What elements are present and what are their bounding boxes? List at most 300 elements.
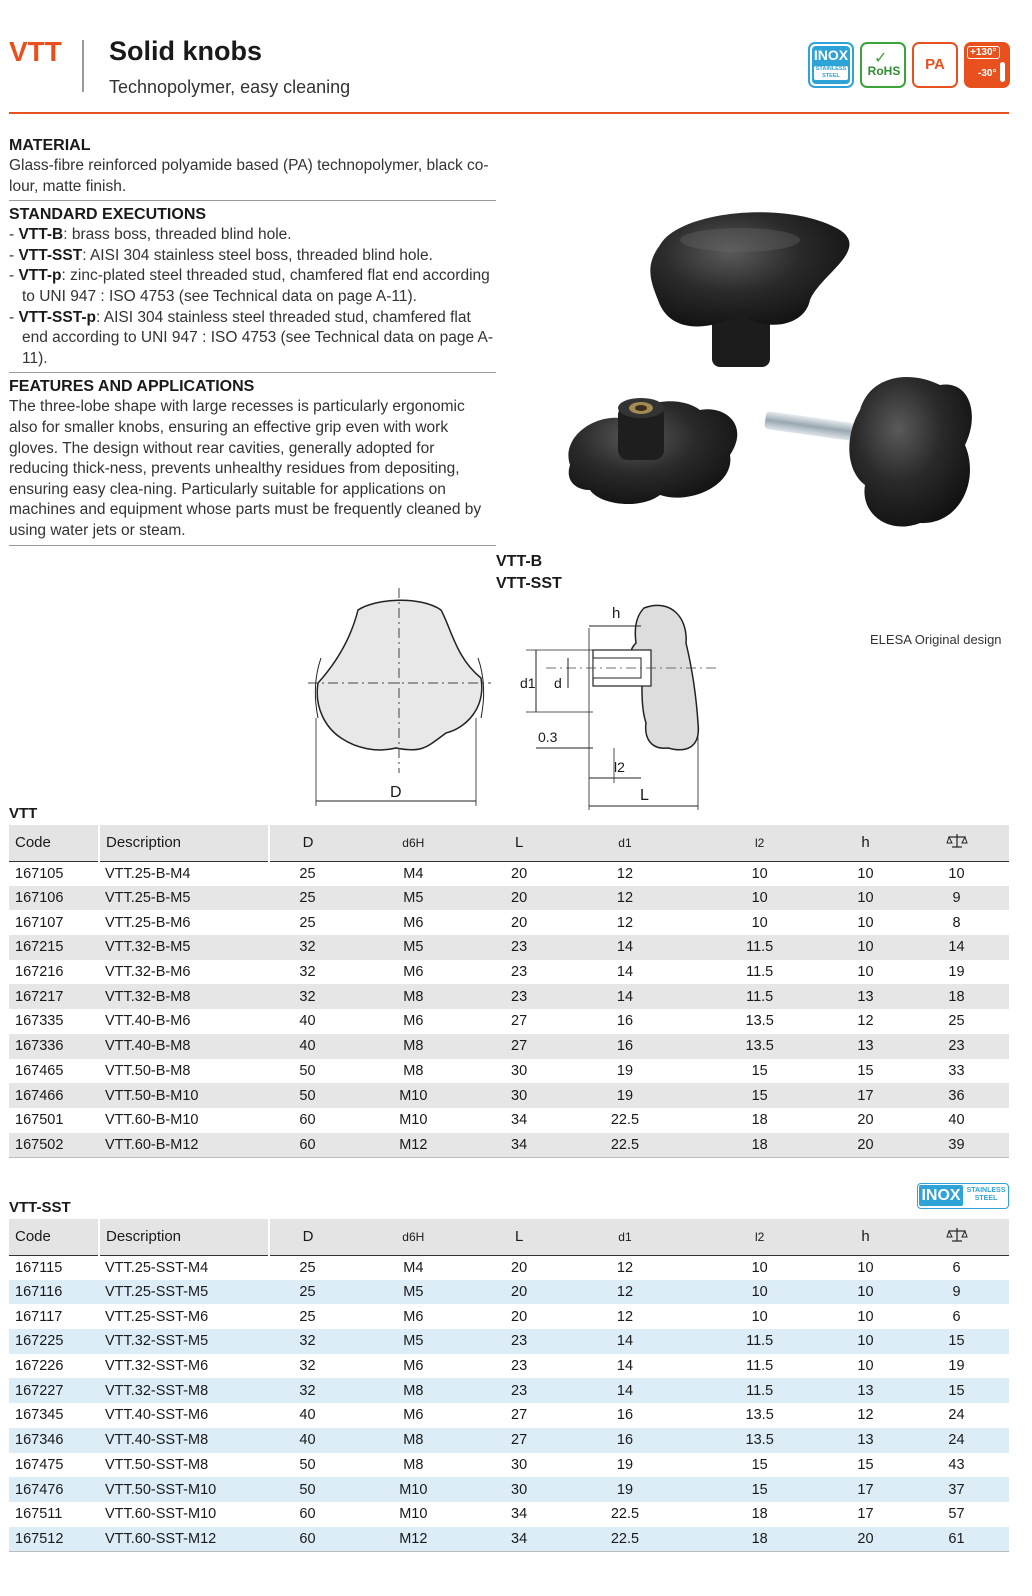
inox-badge-small [917,1183,1009,1209]
table-cell: VTT.25-B-M5 [99,886,269,911]
table-cell: 40 [299,1013,316,1030]
table-cell: M5 [346,935,481,960]
table-cell: 12 [616,865,634,882]
table-cell: 13 [827,984,904,1009]
table-cell: 167336 [9,1034,99,1059]
rohs-badge-label: RoHS [867,64,901,78]
table-cell: 167105 [15,865,64,882]
vtt-table [9,825,1009,1158]
table-cell: M6 [403,1013,424,1030]
table-cell: VTT.32-SST-M5 [99,1329,269,1354]
table-cell: 34 [481,1133,558,1158]
table-cell: 39 [904,1133,1009,1158]
table-row [9,1527,1009,1552]
table-cell: M8 [346,1378,481,1403]
table-cell: 14 [558,1378,693,1403]
table-cell: 167465 [15,1062,64,1079]
table-cell: 167107 [15,914,64,931]
table-cell: 167225 [9,1329,99,1354]
table-cell: 33 [948,1062,965,1079]
table-cell: 11.5 [692,1378,827,1403]
page-subtitle: Technopolymer, easy cleaning [109,77,351,97]
table-cell: 30 [481,1083,558,1108]
col-L: L [481,825,558,861]
col-weight [904,825,1009,861]
table-cell: 10 [857,914,874,931]
table-cell: 60 [269,1527,346,1552]
table-cell: M10 [399,1506,428,1523]
front-view [308,588,491,806]
table-cell: VTT.25-SST-M6 [105,1308,209,1325]
table-cell: VTT.60-B-M12 [99,1133,269,1158]
col-description: Description [99,825,269,861]
temp-low-label: -30° [978,68,997,79]
table-cell: 167345 [15,1407,64,1424]
col-L: L [481,1219,558,1255]
table-cell: 60 [299,1112,316,1129]
sst-table [9,1219,1009,1552]
table-cell: 167476 [9,1477,99,1502]
table-cell: 60 [269,1133,346,1158]
table-row [9,1403,1009,1428]
knob-top-view [650,212,849,367]
table-cell: VTT.32-SST-M8 [99,1378,269,1403]
table-cell: 14 [558,935,693,960]
table-cell: M8 [346,1428,481,1453]
table-cell: 11.5 [692,935,827,960]
table-cell: 14 [904,935,1009,960]
table-cell: 32 [269,1329,346,1354]
table-cell: 10 [751,914,768,931]
table-cell: 19 [948,964,965,981]
table-cell: 16 [558,1034,693,1059]
table-cell: M5 [346,1280,481,1305]
table-cell: 50 [269,1083,346,1108]
col-code: Code [9,1219,99,1255]
table-cell: VTT.25-B-M6 [105,914,191,931]
table-cell: 23 [904,1034,1009,1059]
table-header-row [9,1219,1009,1255]
table-cell: VTT.60-SST-M12 [99,1527,269,1552]
table-row [9,1428,1009,1453]
inox-badge [808,42,854,88]
table-cell: 27 [481,1034,558,1059]
table-cell: 167335 [15,1013,64,1030]
table-cell: 25 [299,914,316,931]
col-l2: l2 [692,1219,827,1255]
table-cell: 10 [827,1329,904,1354]
table-cell: 167502 [9,1133,99,1158]
table-cell: 9 [904,886,1009,911]
material-text: Glass-fibre reinforced polyamide based (PA) technopolymer, black co-lour, matte finish. [9,157,489,195]
table-row [9,1354,1009,1379]
header-divider [82,40,84,92]
table-row [9,1255,1009,1280]
table-cell: 10 [751,1308,768,1325]
table-cell: 16 [616,1013,634,1030]
table-cell: 50 [299,1456,316,1473]
table-cell: 167475 [15,1456,64,1473]
table-cell: 22.5 [610,1506,640,1523]
table-cell: 23 [481,935,558,960]
dim-h-label: h [612,605,621,622]
table-cell: 167346 [9,1428,99,1453]
table-cell: 17 [827,1083,904,1108]
table-cell: 32 [299,1358,316,1375]
table-cell: VTT.50-B-M10 [99,1083,269,1108]
table-cell: VTT.25-B-M4 [105,865,191,882]
table-cell: 60 [299,1506,316,1523]
table-cell: 6 [952,1259,961,1276]
table-cell: 25 [299,1308,316,1325]
table-cell: 20 [511,865,528,882]
table-cell: 34 [511,1506,528,1523]
table-cell: 40 [299,1407,316,1424]
table-cell: 10 [827,886,904,911]
table-cell: 11.5 [746,964,774,981]
table-row [9,984,1009,1009]
table-cell: 15 [751,1456,768,1473]
table-cell: 57 [948,1506,965,1523]
table-cell: 25 [269,886,346,911]
table-cell: 10 [827,1280,904,1305]
table-row [9,1034,1009,1059]
table-row [9,1477,1009,1502]
col-h: h [827,1219,904,1255]
table-cell: 30 [511,1062,528,1079]
table-cell: VTT.40-SST-M6 [105,1407,209,1424]
check-icon: ✓ [874,50,888,67]
table-row [9,886,1009,911]
table-cell: M5 [346,886,481,911]
table-cell: 11.5 [692,1329,827,1354]
technical-drawing [296,548,726,818]
inox-small-label: INOX [919,1185,963,1206]
table-cell: 50 [299,1062,316,1079]
table-cell: 20 [511,1308,528,1325]
table-cell: 10 [857,964,874,981]
knob-with-stud [764,377,972,527]
table-cell: 167466 [9,1083,99,1108]
table-cell: 25 [299,1259,316,1276]
table-cell: 23 [511,1358,528,1375]
table-cell: 10 [827,935,904,960]
table-cell: M6 [403,1358,424,1375]
table-cell: 50 [269,1477,346,1502]
table-cell: M4 [403,865,424,882]
table-cell: 13.5 [692,1034,827,1059]
table-cell: 19 [616,1062,634,1079]
table-cell: M8 [346,1034,481,1059]
table-cell: 19 [948,1358,965,1375]
table-cell: VTT.60-B-M10 [105,1112,199,1129]
col-D: D [269,825,346,861]
table-cell: 20 [827,1527,904,1552]
weight-scale-icon [946,1226,968,1244]
temp-high-label: +130° [967,46,1000,59]
table-cell: 167501 [15,1112,64,1129]
col-d1: d1 [558,1219,693,1255]
table-cell: 9 [904,1280,1009,1305]
col-weight [904,1219,1009,1255]
table-cell: 23 [481,1329,558,1354]
table-cell: 25 [269,1280,346,1305]
table-cell: 14 [616,1358,634,1375]
execution-item: - VTT-B: brass boss, threaded blind hole. [9,226,292,244]
table-cell: 12 [558,1280,693,1305]
table-row [9,960,1009,985]
sst-table-title: VTT-SST [9,1199,71,1216]
table-cell: M6 [403,1407,424,1424]
table-cell: VTT.50-SST-M10 [99,1477,269,1502]
table-cell: 25 [299,865,316,882]
table-cell: 13 [827,1428,904,1453]
header-rule [9,112,1009,114]
product-code: VTT [9,36,62,67]
table-cell: M6 [403,1308,424,1325]
table-cell: VTT.40-B-M8 [99,1034,269,1059]
col-d1: d1 [558,825,693,861]
dim-l2-label: l2 [614,759,625,775]
table-cell: 167115 [15,1259,63,1276]
features-heading: FEATURES AND APPLICATIONS [9,378,255,396]
section-divider [9,545,496,546]
table-cell: 10 [751,865,768,882]
table-cell: 15 [857,1456,874,1473]
table-row [9,1329,1009,1354]
table-cell: 10 [857,865,874,882]
design-note: ELESA Original design [870,632,1002,647]
inox-badge-sublabel: STAINLESS STEEL [815,66,847,79]
table-cell: M10 [399,1112,428,1129]
table-row [9,1009,1009,1034]
col-h: h [827,825,904,861]
table-cell: 167116 [9,1280,99,1305]
table-cell: 11.5 [692,984,827,1009]
material-heading: MATERIAL [9,137,91,154]
pa-badge-label: PA [925,56,945,73]
section-divider [9,200,496,201]
side-view [520,605,716,810]
table-cell: 13.5 [692,1428,827,1453]
dim-L-label: L [640,787,649,804]
table-cell: 23 [511,964,528,981]
dim-D-label: D [390,784,402,801]
table-cell: 24 [948,1407,965,1424]
temperature-badge [964,42,1010,88]
table-cell: 15 [692,1083,827,1108]
table-cell: 10 [857,1259,874,1276]
knob-bottom-view [568,398,737,504]
table-cell: VTT.32-SST-M6 [105,1358,209,1375]
table-cell: M12 [346,1133,481,1158]
table-cell: M8 [403,1456,424,1473]
table-row [9,1280,1009,1305]
table-cell: 15 [904,1329,1009,1354]
table-row [9,1108,1009,1133]
table-cell: M6 [403,914,424,931]
col-D: D [269,1219,346,1255]
pa-badge [912,42,958,88]
table-cell: 18 [751,1112,768,1129]
table-cell: 16 [616,1407,634,1424]
table-cell: 167512 [9,1527,99,1552]
table-cell: 40 [269,1428,346,1453]
table-cell: M10 [346,1083,481,1108]
table-cell: 12 [857,1407,874,1424]
table-cell: 30 [481,1477,558,1502]
table-cell: VTT.50-B-M8 [105,1062,191,1079]
table-cell: 22.5 [558,1527,693,1552]
weight-scale-icon [946,832,968,850]
table-cell: 20 [481,1280,558,1305]
table-cell: 167511 [15,1506,63,1523]
table-cell: 167106 [9,886,99,911]
table-cell: 20 [827,1133,904,1158]
col-d: d6H [346,1219,481,1255]
table-cell: 8 [952,914,961,931]
dim-d-label: d [554,675,562,691]
table-cell: 167227 [9,1378,99,1403]
table-cell: 12 [616,1259,634,1276]
table-cell: 23 [481,984,558,1009]
table-row [9,1453,1009,1478]
table-cell: 36 [904,1083,1009,1108]
table-row [9,1083,1009,1108]
table-cell: 20 [511,914,528,931]
table-cell: 25 [948,1013,965,1030]
table-cell: 20 [481,886,558,911]
table-cell: VTT.32-B-M8 [99,984,269,1009]
table-cell: 14 [558,984,693,1009]
table-cell: M5 [346,1329,481,1354]
table-row [9,1378,1009,1403]
table-cell: 19 [558,1083,693,1108]
table-cell: VTT.60-SST-M10 [105,1506,217,1523]
table-cell: 40 [948,1112,965,1129]
table-cell: 167217 [9,984,99,1009]
table-cell: VTT.32-B-M6 [105,964,191,981]
table-cell: M10 [346,1477,481,1502]
table-cell: 167117 [15,1308,63,1325]
table-cell: 17 [857,1506,874,1523]
table-cell: 12 [857,1013,874,1030]
table-cell: M8 [346,984,481,1009]
table-cell: 18 [751,1506,768,1523]
table-cell: VTT.50-SST-M8 [105,1456,209,1473]
col-d: d6H [346,825,481,861]
features-text: The three-lobe shape with large recesses is particularly ergonomic also for smaller knobs, ensuring an effective grip even with work gloves. The design without rear cavities, generally adopted for reducing thick-ness, prevents unhealthy residues from depositing, ensuring easy clea-ning. Particularly suitable for applications on machines and equipment whose parts must be frequently cleaned by using water jets or steam. [9,398,482,539]
table-cell: 14 [616,964,634,981]
table-cell: 19 [558,1477,693,1502]
table-cell: 43 [948,1456,965,1473]
table-cell: 10 [751,1259,768,1276]
inox-small-sublabel: STAINLESS STEEL [966,1187,1006,1202]
table-cell: 30 [511,1456,528,1473]
table-cell: 22.5 [558,1133,693,1158]
col-code: Code [9,825,99,861]
table-cell: M8 [403,1062,424,1079]
table-cell: VTT.40-B-M6 [105,1013,191,1030]
table-cell: 167215 [9,935,99,960]
table-row [9,1059,1009,1084]
table-cell: 22.5 [610,1112,640,1129]
table-cell: 17 [827,1477,904,1502]
table-cell: 18 [692,1527,827,1552]
table-cell: 11.5 [746,1358,774,1375]
section-divider [9,372,496,373]
table-cell: 20 [511,1259,528,1276]
table-cell: 27 [511,1407,528,1424]
col-description: Description [99,1219,269,1255]
table-cell: 34 [481,1527,558,1552]
table-row [9,1133,1009,1158]
table-cell: 61 [904,1527,1009,1552]
table-cell: 32 [269,1378,346,1403]
table-cell: 32 [269,984,346,1009]
table-cell: 10 [692,1280,827,1305]
table-cell: 13 [827,1378,904,1403]
dim-d1-label: d1 [520,675,536,691]
table-cell: 18 [692,1133,827,1158]
table-cell: 10 [857,1308,874,1325]
table-cell: 15 [751,1062,768,1079]
table-cell: 13.5 [745,1407,774,1424]
table-cell: VTT.32-B-M5 [99,935,269,960]
table-row [9,910,1009,935]
table-header-row [9,825,1009,861]
execution-item: - VTT-SST: AISI 304 stainless steel boss, threaded blind hole. [9,246,433,264]
table-cell: M6 [403,964,424,981]
table-cell: 20 [857,1112,874,1129]
drawing-label-vtt-b: VTT-B [496,553,543,570]
table-row [9,1304,1009,1329]
table-cell: 27 [481,1428,558,1453]
table-cell: 6 [952,1308,961,1325]
dim-03-label: 0.3 [538,729,558,745]
table-cell: 13.5 [745,1013,774,1030]
table-cell: 12 [616,914,634,931]
table-cell: M12 [346,1527,481,1552]
table-row [9,935,1009,960]
table-cell: 40 [269,1034,346,1059]
table-cell: 24 [904,1428,1009,1453]
table-cell: 167216 [15,964,64,981]
table-cell: 10 [857,1358,874,1375]
table-cell: 15 [904,1378,1009,1403]
table-cell: 34 [511,1112,528,1129]
table-cell: 16 [558,1428,693,1453]
thermometer-icon [1000,62,1005,82]
table-cell: 27 [511,1013,528,1030]
vtt-table-title: VTT [9,805,38,822]
table-cell: VTT.25-SST-M5 [99,1280,269,1305]
drawing-label-vtt-sst: VTT-SST [496,575,562,592]
rohs-badge [860,42,906,88]
table-cell: 18 [904,984,1009,1009]
table-cell: 14 [558,1329,693,1354]
table-cell: 12 [616,1308,634,1325]
execution-item: - VTT-SST-p: AISI 304 stainless steel threaded stud, chamfered flat end according to UNI 947 : ISO 4753 (see Technical data on page A-11). [9,308,494,367]
table-cell: 15 [857,1062,874,1079]
execution-item: - VTT-p: zinc-plated steel threaded stud, chamfered flat end according to UNI 947 : ISO 4753 (see Technical data on page A-11). [9,267,490,305]
page-title: Solid knobs [109,36,263,66]
table-cell: M4 [403,1259,424,1276]
table-cell: 13 [827,1034,904,1059]
table-cell: 167226 [15,1358,64,1375]
table-cell: 32 [269,935,346,960]
table-cell: 10 [692,886,827,911]
